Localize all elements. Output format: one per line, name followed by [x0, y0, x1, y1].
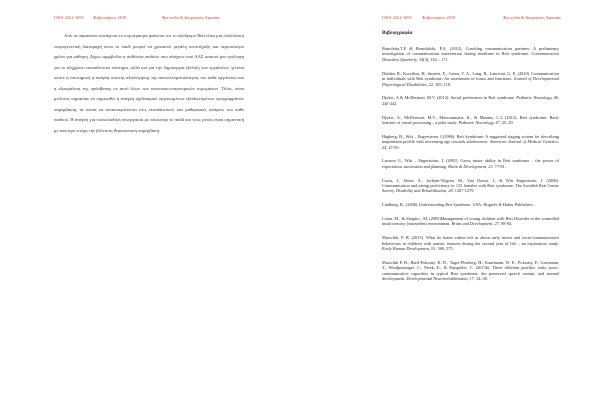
reference-entry	[382, 134, 559, 150]
reference-text: Djukic, A & McDermott, M.V. (2012). Social preferences in Rett syndrome.	[382, 95, 517, 101]
reference-entry	[382, 216, 559, 227]
reference-text: Bartolotta,T.E & Remshifski, P.A. (2013). Coaching communication partners: A preliminary investigation of communication intervention during mealtime in Rett syndrome.	[382, 46, 559, 57]
reference-entry	[382, 158, 559, 169]
reference-source: Communication Disorders Quarterly, 34	[382, 51, 559, 62]
reference-pages: , 47-59.	[386, 144, 400, 150]
conclusion-paragraph: Από τα παραπάνω συνάγεται το συμπέρασμα φαίνεται ότι το σύνδρομο Rett είναι μια πολύπλοκη νευρογενετική διαταραχή όπου το παιδί μπορεί να χρειαστεί μεγάλη υποστήριξη και περισσότερο χρόνο για μάθηση. Δίχως αμφιβολία η ασθένεια παιδιών που πάσχουν από ΑΑΣ απαιτεί μια πρόληψη για το σύγχρονο εκπαιδευτικό σύστημα, αλλά και για την δημιουργία εξέλιξη των εργαλείων, γίνεται οπότε η επιστημική η ανάγκη σωστής αξιολόγησης της αποτελεσματικότητας του κάθε εργαλείου και η εξασφάλιση της πρόσβασης σε αυτό όλων των κοινωνικο-οικονομικών στρωμάτων. Τέλος, είναι μείζονος σημασίας να σημειωθεί η ανάγκη σχεδιασμού οργανωμένων εξειδικευμένων προγραμμάτων παρέμβασης τα οποία να ανταποκρίνονται στις εκπαιδευτικές και μαθησιακές ανάγκες του κάθε παιδιού. Η ανάγκη για πολυκλαδική συνεργασία με επίκεντρο το παιδί και τους γονείς είναι σημαντική με απώτερο στόχο την βέλτιστη θεραπευτική παρέμβαση.	[54, 33, 244, 133]
reference-entry	[382, 202, 559, 207]
reference-entry	[382, 235, 559, 251]
reference-text: Djukic, A., McDermott, M.V., Mavrommatis, K., & Martins, C.L (2012). Rett syndrome: Basic features of visual processing – a pilot study.	[382, 114, 559, 125]
reference-entry	[382, 260, 559, 282]
reference-source: Understanding Rett Syndrome	[418, 202, 471, 208]
header-issn: ISSN 2421-1693	[54, 15, 84, 20]
reference-pages: , 77-81.	[492, 163, 506, 169]
reference-source: Disability and Rehabilitation, 28	[396, 188, 453, 194]
reference-text: Lotan, M., & Shapiro., M. (2005)Management of young children with Rett Disorder in the controlled multi-sensory (snoezelen) environment.	[382, 215, 559, 227]
reference-source: Journal of Developmental Physiological Disabilities, 22	[382, 76, 559, 87]
header-issn: ISSN 2421-1693	[382, 15, 412, 20]
reference-pages: , 34–38.	[473, 276, 488, 282]
reference-source: Pediatric Neurology, 47	[458, 119, 500, 125]
reference-text: Lindberg, B., (2006).	[382, 202, 419, 208]
reference-pages: , 25–29.	[499, 119, 514, 125]
reference-text: Marschik P. B., Bartl-Pokorny, K. D., Tager-Flusberg, H., Kaufmann, W. E., Pokorny, F., Grossman, T., Windpassinger, C., Petek, E., & Einspieler, C. (2013b). Three different profiles: early socio-communicative capacities in typical Rett syndrome, the preserved speech variant, and normal development.	[382, 259, 559, 282]
reference-text: Didden, R., Korzilius, H., Smeets, E., Green, V. A., Lang, R., Lancioni, G. E. (2010). Communication in individuals with Rett syndrome: An assessment of forms and functions.	[382, 70, 559, 82]
reference-pages: , 1267-1279.	[452, 188, 475, 194]
reference-list	[382, 46, 559, 290]
reference-source: Brain and Development, 27	[451, 221, 499, 227]
reference-source: Developmental Neurorehabilitation, 17	[406, 276, 474, 282]
reference-entry	[382, 115, 559, 126]
header-journal: Φροντίδα & Διαχείριση Αφασίας	[503, 15, 562, 20]
bibliography-heading: Βιβλιογραφία	[382, 30, 413, 36]
header-date: Φεβρουάριος 2019	[422, 15, 456, 20]
reference-pages: , 88-94.	[498, 221, 513, 227]
reference-source: American Journal of Medical Genetics, 24	[382, 139, 559, 150]
reference-pages: , 569–575.	[435, 246, 454, 252]
conclusion-text	[54, 31, 244, 136]
reference-source: Pediatric Neurology, 46	[516, 95, 558, 101]
reference-text: Larsson G., Witt – Engerström, I. (2001). Gross motor ability in Rett syndrome – the power of expectation, motivation and planning.	[382, 158, 559, 169]
reference-pages: (3), 162 – 171.	[423, 56, 449, 62]
reference-text: Lavas, J., Slotte, A., Jochym-Nygren, M., Van Doorn, J., & Witt Engerstrom, I. (2006). Communication and eating proficiency in 125 females with Rett syndrome: The Swedish Rett Center Survey.	[382, 177, 559, 194]
reference-pages: , 105–118.	[432, 81, 452, 87]
reference-pages: . USA: Hogrefe & Huber Publishers.	[470, 202, 534, 208]
reference-source: Brain & Development, 23	[448, 163, 493, 169]
reference-pages: , 240-242.	[382, 95, 559, 106]
reference-entry	[382, 46, 559, 62]
reference-text: Marschik, P. B. (2015). What do home videos tell us about early motor and socio-communicative behaviours in children with autistic features during the second year of life – an exploratory study.	[382, 235, 559, 246]
reference-text: Hagberg, B., Witt – Engerstrom, I.(1986). Rett Syndrome: A suggested staging system for describing impairment profile with increasing age towards adolescence.	[382, 133, 559, 145]
header-journal: Φροντίδα & Διαχείριση Αφασίας	[162, 15, 221, 20]
reference-entry	[382, 95, 559, 106]
header-date: Φεβρουάριος 2019	[93, 15, 127, 20]
reference-entry	[382, 71, 559, 87]
reference-entry	[382, 178, 559, 194]
reference-source: Early Human Development, 91	[382, 246, 436, 252]
